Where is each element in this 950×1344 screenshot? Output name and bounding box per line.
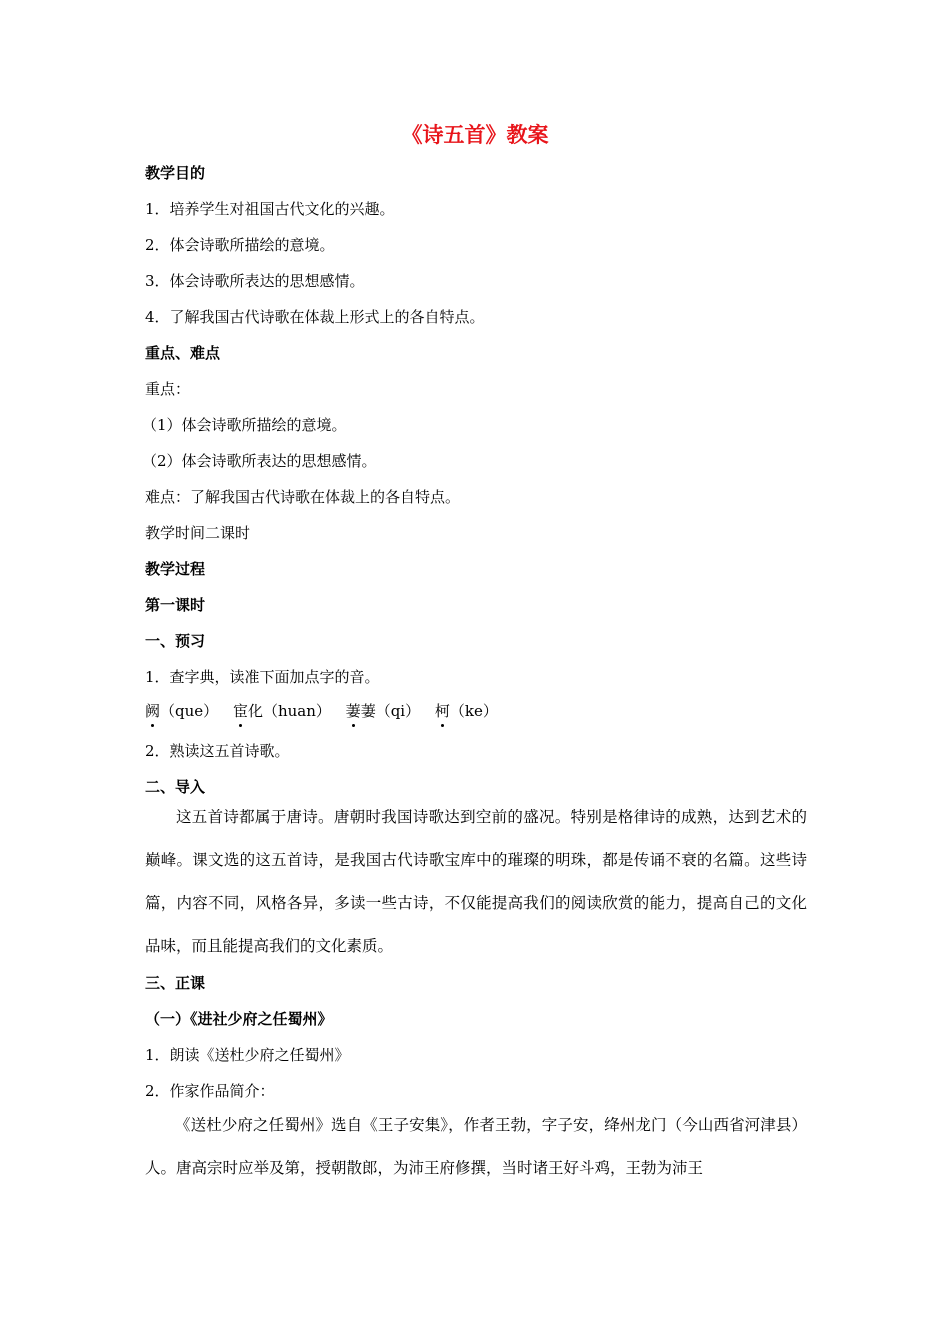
objective-item: 3．体会诗歌所表达的思想感情。 [145,272,365,290]
objective-item: 1．培养学生对祖国古代文化的兴趣。 [145,200,395,218]
dotted-char: 宦 [232,702,248,720]
author-paragraph: 《送杜少府之任蜀州》选自《王子安集》，作者王勃，字子安，绛州龙门（今山西省河津县）人。唐高宗时应举及第，授朝散郎，为沛王府修撰，当时诸王好斗鸡，王勃为沛王 [145,1116,807,1177]
preview-item: 2．熟读这五首诗歌。 [145,742,290,760]
difficulty-text: 难点：了解我国古代诗歌在体裁上的各自特点。 [145,488,461,506]
objective-item: 4．了解我国古代诗歌在体裁上形式上的各自特点。 [145,308,485,326]
main-heading: 三、正课 [145,974,206,992]
intro-heading: 二、导入 [145,778,206,796]
pinyin-entry: 柯（ke） [434,702,498,720]
main-item: 2．作家作品简介： [145,1082,275,1100]
dotted-char: 阙 [145,702,161,720]
key-label: 重点： [145,380,191,398]
document-title: 《诗五首》教案 [401,123,549,147]
poem-subheading: （一）《进社少府之任蜀州》 [145,1010,333,1028]
pinyin-entry: 萋萋（qi） [345,702,421,720]
intro-paragraph: 这五首诗都属于唐诗。唐朝时我国诗歌达到空前的盛况。特别是格律诗的成熟，达到艺术的巅峰。课文选的这五首诗，是我国古代诗歌宝库中的璀璨的明珠，都是传诵不衰的名篇。这些诗篇，内容不同，风格各异，多读一些古诗，不仅能提高我们的阅读欣赏的能力，提高自己的文化品味，而且能提高我们的文化素质。 [145,808,807,955]
preview-heading: 一、预习 [145,632,206,650]
focus-heading: 重点、难点 [145,344,221,362]
teaching-time: 教学时间二课时 [145,524,251,542]
objectives-heading: 教学目的 [145,164,206,182]
key-item: （2）体会诗歌所表达的思想感情。 [142,452,377,470]
objective-item: 2．体会诗歌所描绘的意境。 [145,236,335,254]
main-item: 1．朗读《送杜少府之任蜀州》 [145,1046,350,1064]
preview-item: 1．查字典，读准下面加点字的音。 [145,668,380,686]
pinyin-entry: 宦化（huan） [232,702,331,720]
lesson-heading: 第一课时 [145,596,206,614]
dotted-char: 萋 [345,702,361,720]
process-heading: 教学过程 [145,560,206,578]
pinyin-row [145,700,508,722]
pinyin-entry: 阙（que） [145,702,219,720]
dotted-char: 柯 [434,702,450,720]
key-item: （1）体会诗歌所描绘的意境。 [142,416,347,434]
